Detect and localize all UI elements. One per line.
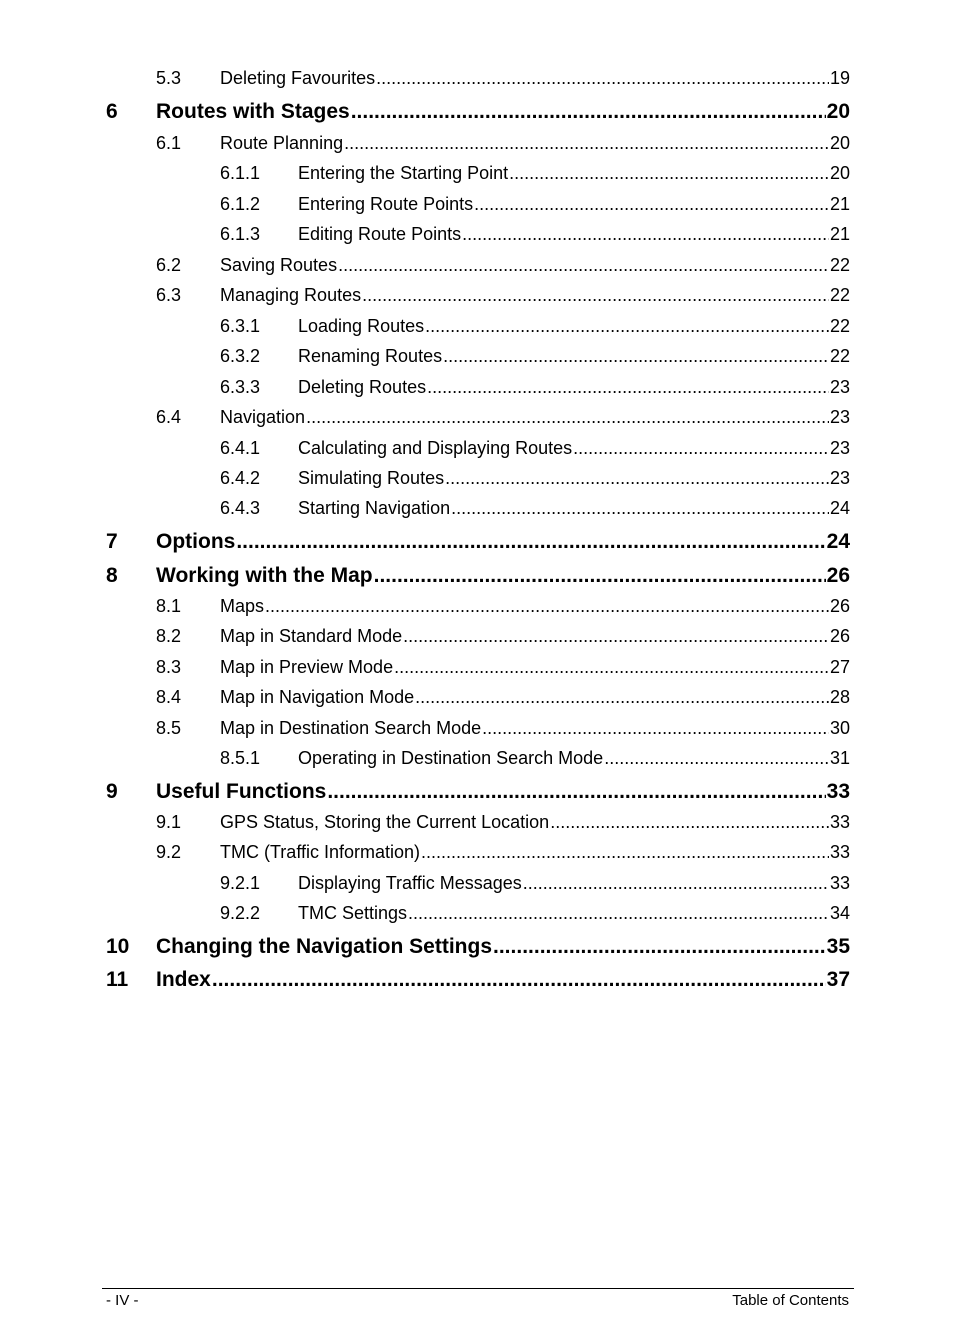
toc-entry[interactable] xyxy=(220,873,850,894)
toc-entry-title: Operating in Destination Search Mode xyxy=(298,748,604,768)
toc-entry[interactable] xyxy=(156,657,850,678)
toc-entry[interactable] xyxy=(156,596,850,617)
toc-entry-page: 24 xyxy=(829,498,850,518)
toc-entry[interactable] xyxy=(220,438,850,459)
toc-entry[interactable] xyxy=(156,133,850,154)
toc-dot-leader xyxy=(212,968,826,992)
toc-entry-page: 35 xyxy=(826,935,850,958)
toc-entry[interactable] xyxy=(106,780,850,804)
toc-dot-leader xyxy=(443,346,829,367)
toc-entry[interactable] xyxy=(106,530,850,554)
toc-dot-leader xyxy=(403,626,829,647)
toc-dot-leader xyxy=(376,68,829,89)
toc-dot-leader xyxy=(425,316,829,337)
toc-entry-number: 9.2.1 xyxy=(220,873,261,893)
toc-entry-number: 10 xyxy=(106,935,130,958)
toc-entry-number: 6.3.1 xyxy=(220,316,261,336)
toc-entry[interactable] xyxy=(156,285,850,306)
toc-entry[interactable] xyxy=(156,842,850,863)
toc-entry[interactable] xyxy=(220,224,850,245)
toc-entry-title: Map in Preview Mode xyxy=(220,657,394,677)
toc-entry[interactable] xyxy=(156,626,850,647)
toc-entry-title: Managing Routes xyxy=(220,285,362,305)
toc-entry-title: Entering Route Points xyxy=(298,194,474,214)
toc-entry-number: 6.1.3 xyxy=(220,224,261,244)
toc-entry-number: 8 xyxy=(106,564,118,587)
toc-entry-number: 8.5 xyxy=(156,718,182,738)
toc-entry-title: Starting Navigation xyxy=(298,498,451,518)
toc-entry-title: Maps xyxy=(220,596,265,616)
toc-entry[interactable] xyxy=(156,687,850,708)
toc-entry-page: 23 xyxy=(829,438,850,458)
toc-entry-title: Changing the Navigation Settings xyxy=(156,935,493,958)
toc-entry-number: 8.1 xyxy=(156,596,182,616)
toc-entry-number: 6.4.1 xyxy=(220,438,261,458)
toc-entry-title: Displaying Traffic Messages xyxy=(298,873,522,893)
toc-entry-number: 6.1.2 xyxy=(220,194,261,214)
toc-entry[interactable] xyxy=(220,903,850,924)
toc-entry[interactable] xyxy=(220,346,850,367)
toc-entry-page: 30 xyxy=(829,718,850,738)
toc-dot-leader xyxy=(415,687,829,708)
toc-dot-leader xyxy=(474,194,829,215)
toc-entry-page: 24 xyxy=(826,530,850,553)
toc-entry-page: 33 xyxy=(826,780,850,803)
toc-entry-title: TMC (Traffic Information) xyxy=(220,842,421,862)
toc-entry-page: 28 xyxy=(829,687,850,707)
toc-entry-number: 11 xyxy=(106,968,129,991)
toc-dot-leader xyxy=(362,285,829,306)
toc-entry-number: 9.1 xyxy=(156,812,182,832)
toc-entry-page: 22 xyxy=(829,316,850,336)
toc-entry-title: Map in Standard Mode xyxy=(220,626,403,646)
toc-dot-leader xyxy=(451,498,829,519)
toc-entry[interactable] xyxy=(106,100,850,124)
toc-dot-leader xyxy=(408,903,829,924)
toc-dot-leader xyxy=(445,468,829,489)
toc-dot-leader xyxy=(604,748,829,769)
toc-entry-number: 6.4.3 xyxy=(220,498,261,518)
toc-entry-page: 26 xyxy=(829,596,850,616)
toc-entry-page: 37 xyxy=(826,968,850,991)
toc-entry-page: 33 xyxy=(829,873,850,893)
toc-entry[interactable] xyxy=(106,935,850,959)
toc-entry-number: 9 xyxy=(106,780,118,803)
toc-entry-page: 33 xyxy=(829,812,850,832)
toc-entry-number: 6.2 xyxy=(156,255,182,275)
toc-entry[interactable] xyxy=(220,316,850,337)
toc-dot-leader xyxy=(573,438,829,459)
toc-entry-title: Map in Navigation Mode xyxy=(220,687,415,707)
toc-entry-page: 33 xyxy=(829,842,850,862)
footer-section-title: Table of Contents xyxy=(732,1292,849,1309)
toc-entry[interactable] xyxy=(106,564,850,588)
toc-dot-leader xyxy=(493,935,826,959)
toc-entry-title: Routes with Stages xyxy=(156,100,350,123)
toc-entry-title: Index xyxy=(156,968,211,991)
toc-dot-leader xyxy=(427,377,829,398)
toc-dot-leader xyxy=(482,718,829,739)
toc-entry-page: 20 xyxy=(829,163,850,183)
toc-entry-number: 5.3 xyxy=(156,68,182,88)
toc-entry[interactable] xyxy=(220,194,850,215)
toc-entry-title: Options xyxy=(156,530,236,553)
toc-entry[interactable] xyxy=(156,68,850,89)
toc-entry-title: TMC Settings xyxy=(298,903,408,923)
toc-dot-leader xyxy=(344,133,829,154)
toc-entry-number: 6.4 xyxy=(156,407,182,427)
toc-dot-leader xyxy=(523,873,829,894)
toc-entry-title: Deleting Routes xyxy=(298,377,427,397)
toc-entry-number: 6.3.3 xyxy=(220,377,261,397)
toc-entry[interactable] xyxy=(156,718,850,739)
toc-dot-leader xyxy=(236,530,825,554)
toc-entry-number: 7 xyxy=(106,530,118,553)
toc-entry-number: 6.1.1 xyxy=(220,163,261,183)
toc-entry[interactable] xyxy=(156,255,850,276)
footer-page-number: - IV - xyxy=(106,1292,139,1309)
toc-dot-leader xyxy=(421,842,829,863)
toc-dot-leader xyxy=(550,812,829,833)
toc-entry-page: 26 xyxy=(826,564,850,587)
toc-entry-title: Loading Routes xyxy=(298,316,425,336)
toc-dot-leader xyxy=(374,564,826,588)
toc-entry-page: 22 xyxy=(829,346,850,366)
toc-entry-number: 8.4 xyxy=(156,687,182,707)
toc-entry-page: 26 xyxy=(829,626,850,646)
toc-entry[interactable] xyxy=(220,163,850,184)
toc-entry-page: 23 xyxy=(829,377,850,397)
toc-entry-title: Navigation xyxy=(220,407,306,427)
toc-entry-page: 21 xyxy=(829,194,850,214)
toc-entry[interactable] xyxy=(220,377,850,398)
toc-dot-leader xyxy=(327,780,825,804)
toc-entry-page: 23 xyxy=(829,468,850,488)
toc-entry-page: 34 xyxy=(829,903,850,923)
toc-entry-number: 9.2 xyxy=(156,842,182,862)
toc-entry-number: 6.4.2 xyxy=(220,468,261,488)
toc-entry-title: Map in Destination Search Mode xyxy=(220,718,482,738)
toc-entry-title: Useful Functions xyxy=(156,780,327,803)
toc-entry-title: Simulating Routes xyxy=(298,468,445,488)
toc-entry-title: Editing Route Points xyxy=(298,224,462,244)
toc-entry-page: 21 xyxy=(829,224,850,244)
toc-dot-leader xyxy=(306,407,829,428)
toc-entry-page: 20 xyxy=(826,100,850,123)
toc-entry-title: Calculating and Displaying Routes xyxy=(298,438,573,458)
toc-entry[interactable] xyxy=(220,498,850,519)
toc-entry-page: 19 xyxy=(829,68,850,88)
toc-entry[interactable] xyxy=(156,812,850,833)
toc-entry-page: 20 xyxy=(829,133,850,153)
toc-entry-title: Entering the Starting Point xyxy=(298,163,509,183)
toc-dot-leader xyxy=(351,100,826,124)
toc-entry-title: Renaming Routes xyxy=(298,346,443,366)
toc-entry-number: 8.3 xyxy=(156,657,182,677)
toc-entry-page: 31 xyxy=(829,748,850,768)
toc-entry-number: 8.5.1 xyxy=(220,748,261,768)
toc-dot-leader xyxy=(394,657,829,678)
toc-dot-leader xyxy=(338,255,829,276)
toc-entry-number: 6 xyxy=(106,100,118,123)
toc-dot-leader xyxy=(265,596,829,617)
toc-entry-title: GPS Status, Storing the Current Location xyxy=(220,812,550,832)
toc-entry-title: Saving Routes xyxy=(220,255,338,275)
toc-entry[interactable] xyxy=(106,968,850,992)
toc-entry-page: 23 xyxy=(829,407,850,427)
toc-entry-number: 8.2 xyxy=(156,626,182,646)
toc-dot-leader xyxy=(509,163,829,184)
toc-entry-page: 22 xyxy=(829,285,850,305)
toc-entry-number: 6.3 xyxy=(156,285,182,305)
toc-entry-page: 22 xyxy=(829,255,850,275)
toc-entry[interactable] xyxy=(156,407,850,428)
footer-divider xyxy=(102,1288,854,1289)
toc-entry-page: 27 xyxy=(829,657,850,677)
toc-dot-leader xyxy=(462,224,829,245)
toc-entry[interactable] xyxy=(220,748,850,769)
toc-entry-title: Working with the Map xyxy=(156,564,373,587)
toc-entry-number: 6.3.2 xyxy=(220,346,261,366)
toc-entry-number: 9.2.2 xyxy=(220,903,261,923)
toc-entry[interactable] xyxy=(220,468,850,489)
toc-entry-number: 6.1 xyxy=(156,133,182,153)
toc-entry-title: Deleting Favourites xyxy=(220,68,376,88)
toc-entry-title: Route Planning xyxy=(220,133,344,153)
